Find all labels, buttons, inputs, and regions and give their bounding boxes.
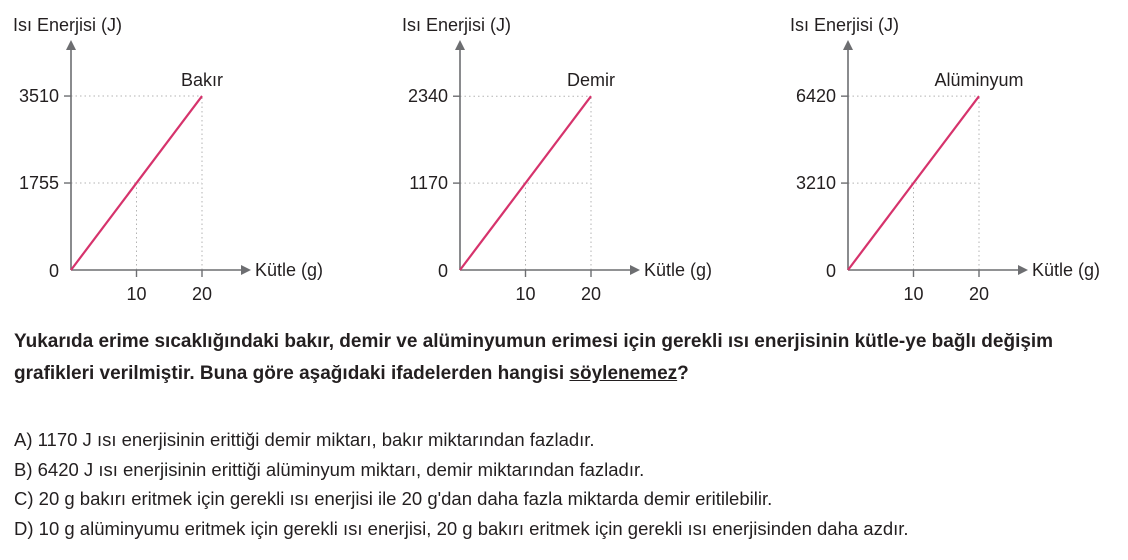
- chart-1-origin-label: 0: [48, 261, 59, 281]
- chart-2-series-line: [460, 96, 591, 270]
- chart-2-y-tick-label-1: 2340: [407, 86, 448, 107]
- question-text: [14, 326, 1114, 390]
- chart-1-y-axis-title: Isı Enerjisi (J): [13, 15, 123, 35]
- question-emphasis: söylenemez: [569, 363, 678, 384]
- chart-3-x-tick-label-0: 10: [903, 284, 924, 304]
- question-text-end: ?: [677, 363, 689, 384]
- chart-2-series-label: Demir: [567, 70, 615, 91]
- option-c[interactable]: C) 20 g bakırı eritmek için gerekli ısı enerjisi ile 20 g'dan daha fazla miktarda demir eritilebilir.: [14, 488, 773, 509]
- chart-2-origin-label: 0: [437, 261, 448, 281]
- chart-1-series-label: Bakır: [180, 70, 224, 91]
- chart-2-x-tick-label-1: 20: [580, 284, 602, 304]
- answer-options: [14, 425, 909, 543]
- chart-1-x-tick-label-1: 20: [191, 284, 213, 304]
- chart-1-x-tick-label-0: 10: [126, 284, 147, 304]
- option-a[interactable]: A) 1170 J ısı enerjisinin erittiği demir miktarı, bakır miktarından fazladır.: [14, 429, 595, 450]
- option-b[interactable]: B) 6420 J ısı enerjisinin erittiği alüminyum miktarı, demir miktarından fazladır.: [14, 458, 645, 480]
- chart-3-y-tick-label-0: 3210: [795, 173, 836, 194]
- chart-1-y-tick-label-0: 1755: [18, 173, 59, 194]
- chart-3-y-tick-label-1: 6420: [795, 86, 836, 107]
- option-d[interactable]: D) 10 g alüminyumu eritmek için gerekli ısı enerjisi, 20 g bakırı eritmek için gerekli ısı enerjisinden daha azdır.: [14, 517, 909, 539]
- chart-2-x-tick-label-0: 10: [515, 284, 536, 304]
- chart-2-y-tick-label-0: 1170: [409, 173, 448, 194]
- chart-3-origin-label: 0: [825, 261, 836, 281]
- chart-3-series-line: [848, 96, 979, 270]
- chart-1-x-axis-title: Kütle (g): [255, 260, 324, 280]
- chart-3-series-label: Alüminyum: [934, 70, 1024, 91]
- chart-3-x-tick-label-1: 20: [968, 284, 990, 304]
- chart-3-x-axis-title: Kütle (g): [1032, 260, 1101, 280]
- question-text-main: Yukarıda erime sıcaklığındaki bakır, demir ve alüminyumun erimesi için gerekli ısı enerjisinin kütle-ye bağlı değişim grafikleri verilmiştir. Buna göre aşağıdaki ifadelerden hangisi: [14, 331, 1054, 384]
- chart-2-x-axis-title: Kütle (g): [644, 260, 713, 280]
- chart-3-y-axis-title: Isı Enerjisi (J): [790, 15, 900, 35]
- chart-1-series-line: [71, 96, 202, 270]
- chart-2-y-axis-title: Isı Enerjisi (J): [402, 15, 512, 35]
- chart-1-y-tick-label-1: 3510: [18, 86, 59, 107]
